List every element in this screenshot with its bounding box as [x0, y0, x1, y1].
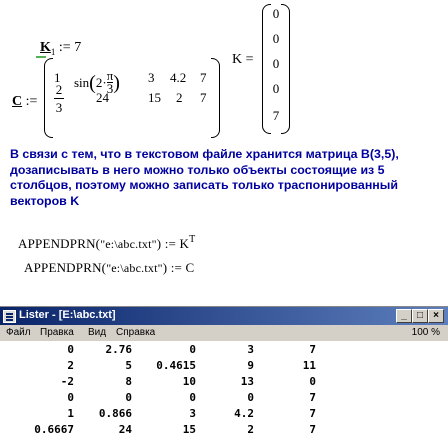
- file-cell: 13: [240, 375, 254, 388]
- k-vector-cell: 0: [272, 31, 280, 46]
- k-value: 7: [74, 40, 82, 55]
- file-cell: 10: [182, 375, 196, 388]
- file-cell: 5: [125, 359, 132, 372]
- k-subscript: 1: [50, 46, 56, 57]
- file-arg: "e:\abc.txt": [100, 237, 157, 251]
- c-cell-sin: sin(2· $\frac{\pi}{3}$ ): [74, 67, 120, 96]
- file-cell: 0.866: [98, 407, 132, 420]
- k-vector-cell: 0: [272, 6, 280, 21]
- c-cell: 1: [54, 70, 61, 85]
- file-cell: 7: [309, 343, 316, 356]
- fn-name: APPENDPRN: [24, 260, 102, 275]
- file-row: [0, 423, 440, 437]
- close-button[interactable]: ×: [428, 309, 444, 323]
- file-cell: 0: [189, 391, 196, 404]
- appendprn-k-expression[interactable]: APPENDPRN("e:\abc.txt") := $K^T$: [18, 234, 196, 251]
- file-cell: 4.2: [234, 407, 254, 420]
- c-cell: 24: [96, 90, 109, 105]
- rhs: C: [185, 260, 195, 275]
- file-arg: "e:\abc.txt": [106, 261, 163, 275]
- lister-titlebar[interactable]: [0, 307, 448, 325]
- k-result-vector[interactable]: [262, 4, 290, 134]
- file-cell: 0: [125, 391, 132, 404]
- left-bracket: [44, 58, 53, 138]
- file-row: [0, 375, 440, 389]
- sin-fn: sin: [74, 75, 90, 90]
- zoom-level: 100 %: [411, 327, 440, 338]
- menu-file[interactable]: Файл: [6, 327, 31, 338]
- file-cell: 0: [67, 391, 74, 404]
- c-matrix[interactable]: [44, 58, 220, 138]
- file-cell: 7: [309, 423, 316, 436]
- c-cell: 4.2: [170, 70, 187, 85]
- window-title: Lister - [E:\abc.txt]: [19, 309, 116, 321]
- rhs: K: [179, 236, 190, 251]
- file-cell: 2.76: [105, 343, 132, 356]
- c-name: C: [12, 94, 23, 109]
- file-cell: 0.4615: [156, 359, 196, 372]
- c-definition-label[interactable]: [12, 94, 37, 110]
- k-assign-op: :=: [58, 40, 71, 55]
- transpose-sup: T: [189, 234, 196, 245]
- menu-edit[interactable]: Правка: [40, 327, 74, 338]
- app-icon: [3, 310, 16, 323]
- c-frac-num: 2: [55, 82, 63, 97]
- k-vector-cell: 0: [272, 81, 280, 96]
- maximize-button[interactable]: □: [412, 309, 428, 323]
- c-assign-op: :=: [25, 94, 38, 109]
- file-row: [0, 391, 440, 405]
- file-cell: 8: [125, 375, 132, 388]
- file-cell: 0: [309, 375, 316, 388]
- k-definition[interactable]: [40, 40, 81, 57]
- file-cell: 7: [309, 391, 316, 404]
- menu-view[interactable]: Вид: [88, 327, 107, 338]
- right-bracket: [211, 58, 220, 138]
- k-vector-cell: 7: [272, 108, 280, 123]
- c-cell: 15: [148, 90, 161, 105]
- file-row: [0, 343, 440, 357]
- sin-arg-coef: 2·: [95, 75, 107, 90]
- file-cell: 24: [118, 423, 132, 436]
- pi-symbol: π: [106, 67, 114, 83]
- assign-op: :=: [164, 236, 177, 251]
- c-cell: 3: [148, 70, 155, 85]
- c-cell: 7: [200, 70, 207, 85]
- menu-bar: [0, 325, 448, 341]
- file-cell: 0: [247, 391, 254, 404]
- k-vector-cell: 0: [272, 56, 280, 71]
- file-content-area[interactable]: [0, 341, 448, 447]
- menu-help[interactable]: Справка: [116, 327, 156, 338]
- k-name: K: [40, 40, 51, 55]
- explanation-text: В связи с тем, что в текстовом файле хранится матрица B(3,5), дозаписывать в него можно только объекты состоящие из 5 столбцов, поэтому можно записать только траспонированный векторов K: [10, 147, 399, 208]
- file-cell: 2: [67, 359, 74, 372]
- c-cell: 2: [176, 90, 183, 105]
- file-cell: 3: [189, 407, 196, 420]
- file-cell: 15: [182, 423, 196, 436]
- c-frac-den: 3: [55, 100, 63, 115]
- file-cell: 2: [247, 423, 254, 436]
- appendprn-c-expression[interactable]: APPENDPRN("e:\abc.txt") := C: [24, 260, 195, 275]
- file-cell: 11: [302, 359, 316, 372]
- file-cell: 7: [309, 407, 316, 420]
- file-cell: 1: [67, 407, 74, 420]
- assign-op: :=: [170, 260, 183, 275]
- file-cell: 9: [247, 359, 254, 372]
- k-result-label: K =: [232, 52, 254, 67]
- fn-name: APPENDPRN: [18, 236, 96, 251]
- file-cell: -2: [60, 375, 74, 388]
- minimize-button[interactable]: _: [396, 309, 412, 323]
- sin-arg-den: 3: [106, 80, 114, 96]
- file-cell: 3: [247, 343, 254, 356]
- file-cell: 0: [67, 343, 74, 356]
- file-row: [0, 359, 440, 373]
- fraction-bar: [54, 98, 64, 99]
- file-cell: 0: [189, 343, 196, 356]
- lister-window: [0, 306, 448, 447]
- file-cell: 0.6667: [34, 423, 74, 436]
- file-row: [0, 407, 440, 421]
- c-cell: 7: [200, 90, 207, 105]
